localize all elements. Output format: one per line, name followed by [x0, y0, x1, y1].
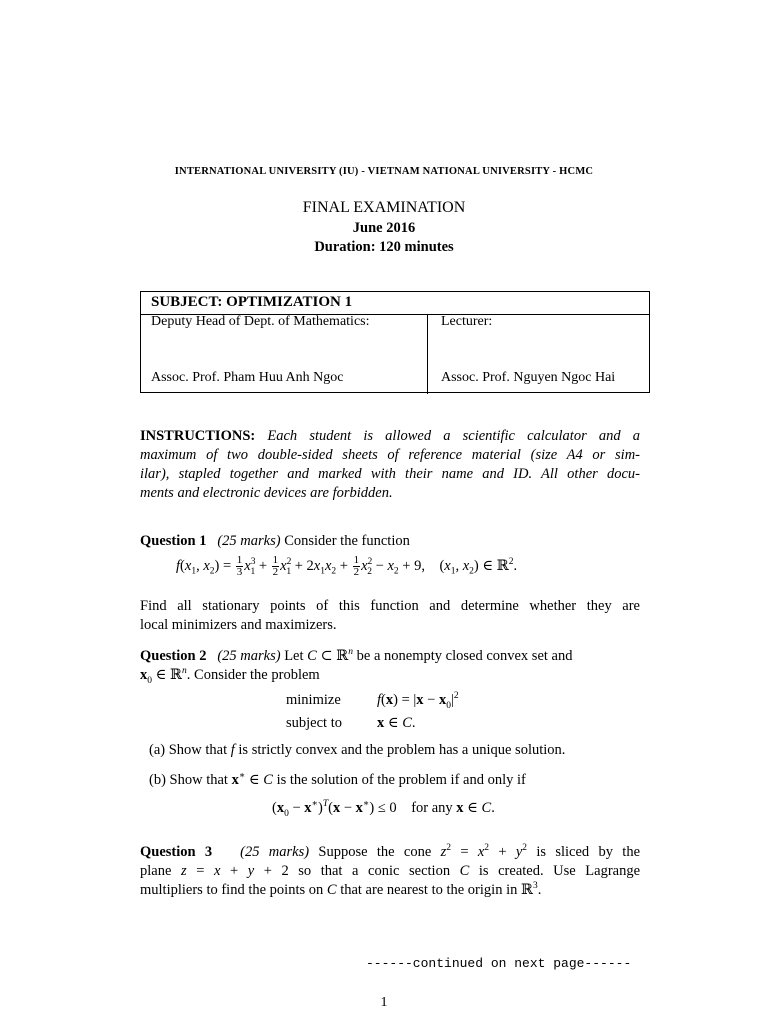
instructions-line-2: maximum of two double-sided sheets of reference material (size A4 or sim-: [140, 447, 640, 463]
instructions: [140, 427, 640, 503]
q2-part-a-label: (a): [149, 742, 166, 758]
q2-label: Question 2: [140, 648, 207, 664]
q3-t3: plane: [140, 863, 172, 879]
question-1-heading: [140, 532, 640, 551]
q3-t6: multipliers to find the points on: [140, 882, 324, 898]
q3-t7: that are nearest to the origin in: [340, 882, 518, 898]
q3-t2: is sliced by the: [536, 844, 641, 860]
q2-subject-to-label: subject to: [286, 715, 342, 731]
subject-title: SUBJECT: OPTIMIZATION 1: [151, 294, 353, 310]
q2-for-any: for any: [411, 800, 453, 816]
q2-intro-c: . Consider the problem: [186, 667, 320, 683]
q1-label: Question 1: [140, 533, 207, 549]
q3-t4: so that a conic section: [298, 863, 451, 879]
instructions-line-4: ments and electronic devices are forbidden.: [140, 485, 393, 501]
q2-part-a-show: Show that: [168, 742, 228, 758]
q2-part-b-show: Show that: [169, 772, 228, 788]
q3-marks: (25 marks): [240, 844, 310, 860]
question-3: Question 3 (25 marks) Suppose the cone $z^2 = x^2 + y^2$ is sliced by the plane z = x + y + 2 so that a conic section C is created. Use Lagrange multipliers to find the points on C that are nearest to the origin in ℝ$^3$.: [140, 843, 641, 898]
box-divider-vertical: [427, 314, 428, 394]
question-2-heading: Question 2 (25 marks) Let C ⊂ ℝ$^n$ be a nonempty closed convex set and $x_0$ ∈ ℝ$^n$. Consider the problem: [140, 647, 573, 686]
q2-objective: $f(x) = |x - x_0|^2$: [377, 691, 459, 711]
deputy-head-name: Assoc. Prof. Pham Huu Anh Ngoc: [151, 370, 344, 385]
exam-duration: Duration: 120 minutes: [314, 239, 454, 255]
lecturer-role: Lecturer:: [441, 314, 493, 329]
university-header: INTERNATIONAL UNIVERSITY (IU) - VIETNAM NATIONAL UNIVERSITY - HCMC: [174, 166, 594, 177]
q2-intro-a: Let: [284, 648, 304, 664]
q2-condition-formula: $(x_0 - x^∗)^T(x - x^∗) \le 0$ for any x ∈ C.: [272, 799, 495, 819]
instructions-label: INSTRUCTIONS:: [140, 428, 256, 444]
q1-intro: Consider the function: [284, 533, 410, 549]
q3-label: Question 3: [140, 844, 213, 860]
q2-marks: (25 marks): [217, 648, 281, 664]
lecturer-name: Assoc. Prof. Nguyen Ngoc Hai: [441, 370, 616, 385]
q3-t5: is created. Use Lagrange: [478, 863, 641, 879]
q1-function-formula: $f(x_1$, $x_2$) = $\frac{1}{3}$ $x^3_1$ + $\frac{1}{2}$ $x^2_1 + 2x_1x_2$ + $\frac{1}{2}$ $x^2_2 - x_2 + 9$, ($x_1$, $x_2$) ∈ ℝ$^2$.: [176, 554, 518, 578]
q2-part-b-text: is the solution of the problem if and only if: [276, 772, 526, 788]
q3-t1: Suppose the cone: [318, 844, 432, 860]
q1-text-line-2: local minimizers and maximizers.: [140, 617, 337, 633]
page-number: 1: [380, 995, 388, 1010]
q2-part-b: (b) Show that x∗ ∈ C is the solution of the problem if and only if: [149, 771, 526, 788]
q1-text-line-1: Find all stationary points of this function and determine whether they are: [140, 598, 640, 614]
subject-box: [140, 291, 650, 393]
q2-part-b-label: (b): [149, 772, 166, 788]
q1-marks: (25 marks): [217, 533, 281, 549]
q2-part-a-text: is strictly convex and the problem has a unique solution.: [238, 742, 566, 758]
q2-constraint: x ∈ C.: [377, 715, 416, 731]
instructions-line-3: ilar), stapled together and marked with their name and ID. All other docu-: [140, 466, 640, 482]
continued-notice: ------continued on next page------: [366, 956, 632, 971]
exam-date: June 2016: [352, 220, 416, 236]
q2-part-a: (a) Show that f is strictly convex and the problem has a unique solution.: [149, 742, 566, 758]
q2-minimize-label: minimize: [286, 692, 341, 708]
q1-text: [140, 597, 640, 635]
exam-title: FINAL EXAMINATION: [302, 199, 466, 216]
deputy-head-role: Deputy Head of Dept. of Mathematics:: [151, 314, 370, 329]
q2-intro-b: be a nonempty closed convex set and: [356, 648, 573, 664]
instructions-line-1: Each student is allowed a scientific calculator and a: [267, 428, 641, 444]
